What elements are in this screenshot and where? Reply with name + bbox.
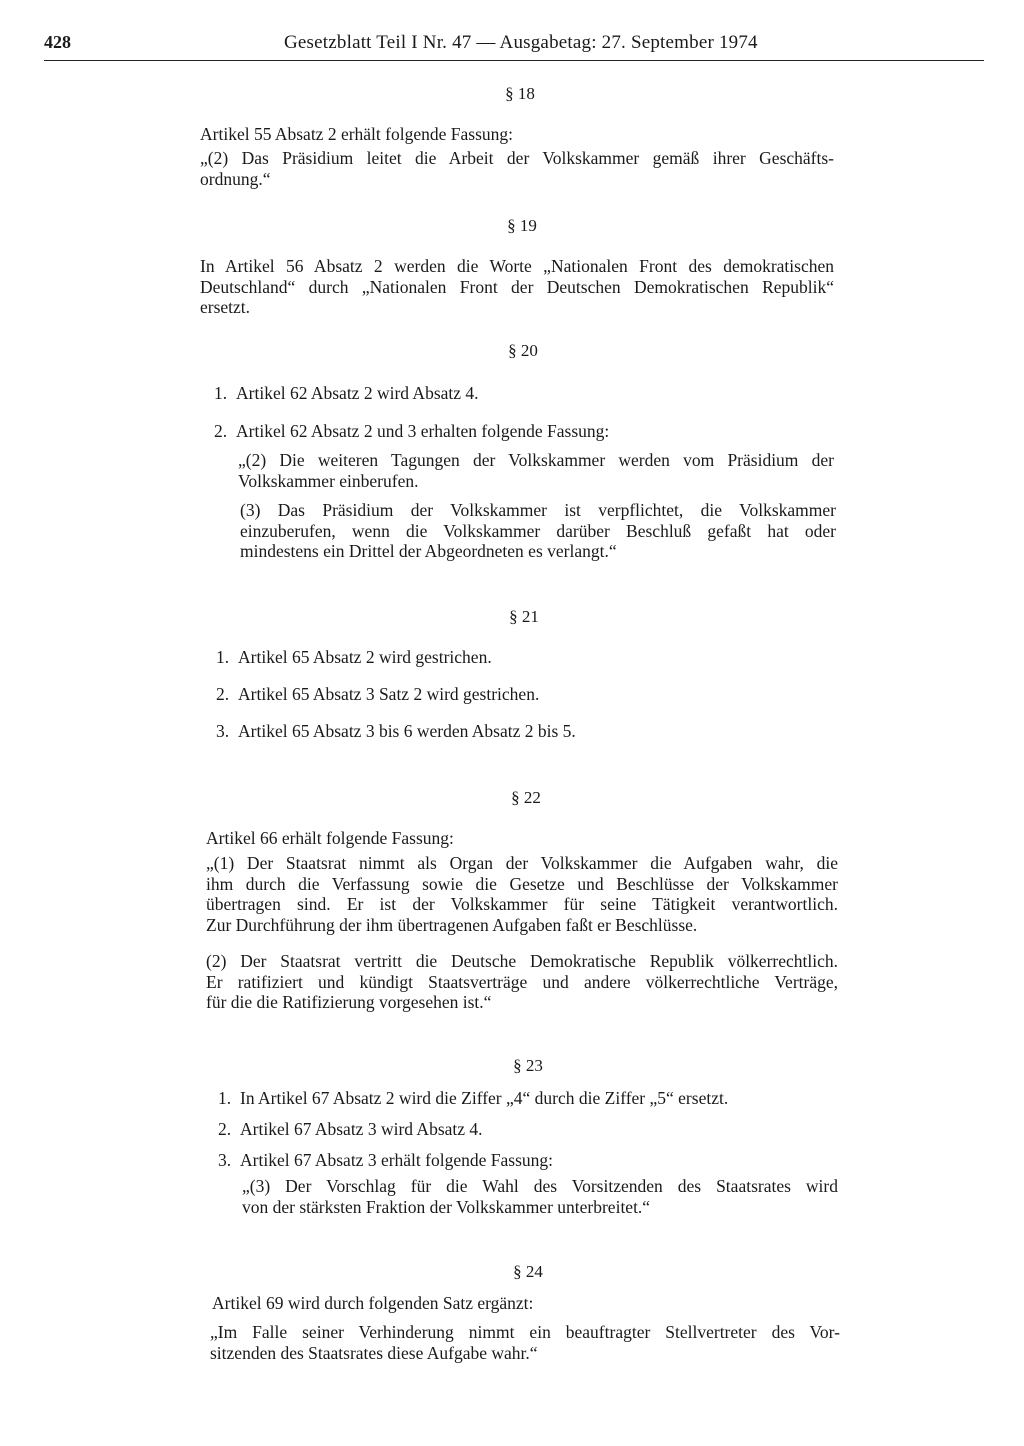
s18-intro: Artikel 55 Absatz 2 erhält folgende Fassung: — [200, 124, 513, 144]
s22-line: für die die Ratifizierung vorgesehen ist.“ — [206, 992, 492, 1012]
s20-item-2 — [214, 421, 609, 442]
s18-quote-line: „(2) Das Präsidium leitet die Arbeit der Volkskammer gemäß ihrer Geschäfts- — [200, 148, 834, 168]
s18-quote — [200, 148, 834, 189]
section-heading-23: § 23 — [513, 1056, 543, 1075]
s20-quote-3 — [240, 500, 836, 562]
item-text: In Artikel 67 Absatz 2 wird die Ziffer „4“ durch die Ziffer „5“ ersetzt. — [240, 1088, 729, 1108]
s22-paragraph-1 — [206, 853, 838, 935]
s22-line: ihm durch die Verfassung sowie die Gesetze und Beschlüsse der Volkskammer — [206, 873, 838, 894]
s22-paragraph-2 — [206, 951, 838, 1013]
s20-item-1 — [214, 383, 479, 404]
s21-item-2 — [216, 684, 539, 705]
item-number: 3. — [218, 1150, 232, 1170]
section-heading-19: § 19 — [507, 216, 537, 235]
page-number: 428 — [44, 32, 71, 52]
s20-quote-line: Volkskammer einberufen. — [238, 470, 419, 491]
s23-item-3 — [218, 1150, 553, 1171]
s22-line: „(1) Der Staatsrat nimmt als Organ der Volkskammer die Aufgaben wahr, die — [206, 853, 838, 873]
item-text: Artikel 65 Absatz 2 wird gestrichen. — [238, 647, 492, 667]
item-text: Artikel 62 Absatz 2 wird Absatz 4. — [236, 383, 479, 403]
s18-quote-line: ordnung.“ — [200, 168, 271, 189]
s24-quote-line: „Im Falle seiner Verhinderung nimmt ein beauftragter Stellvertreter des Vor- — [210, 1322, 840, 1342]
item-number: 2. — [218, 1119, 232, 1139]
s20-quote-line: „(2) Die weiteren Tagungen der Volkskammer werden vom Präsidium der — [238, 450, 834, 470]
item-number: 1. — [218, 1088, 232, 1108]
section-heading-18: § 18 — [505, 84, 535, 103]
item-number: 3. — [216, 721, 230, 741]
item-text: Artikel 67 Absatz 3 erhält folgende Fassung: — [240, 1150, 553, 1170]
item-number: 1. — [214, 383, 228, 403]
s23-item-2 — [218, 1119, 483, 1140]
s20-quote-line: (3) Das Präsidium der Volkskammer ist verpflichtet, die Volkskammer — [240, 500, 836, 520]
item-number: 2. — [214, 421, 228, 441]
s20-quote-2 — [238, 450, 834, 491]
item-text: Artikel 62 Absatz 2 und 3 erhalten folgende Fassung: — [236, 421, 610, 441]
s19-line: In Artikel 56 Absatz 2 werden die Worte „Nationalen Front des demokratischen — [200, 256, 834, 276]
section-heading-20: § 20 — [508, 341, 538, 360]
s24-quote-line: sitzenden des Staatsrates diese Aufgabe wahr.“ — [210, 1342, 538, 1363]
item-text: Artikel 65 Absatz 3 Satz 2 wird gestrichen. — [238, 684, 540, 704]
s23-quote-line: „(3) Der Vorschlag für die Wahl des Vorsitzenden des Staatsrates wird — [242, 1176, 838, 1196]
item-text: Artikel 65 Absatz 3 bis 6 werden Absatz 2 bis 5. — [238, 721, 576, 741]
s21-item-1 — [216, 647, 492, 668]
header-title: Gesetzblatt Teil I Nr. 47 — Ausgabetag: 27. September 1974 — [284, 32, 758, 53]
item-number: 1. — [216, 647, 230, 667]
s22-intro: Artikel 66 erhält folgende Fassung: — [206, 828, 454, 848]
s19-line: ersetzt. — [200, 297, 251, 317]
s19-text — [200, 256, 834, 318]
s24-intro: Artikel 69 wird durch folgenden Satz ergänzt: — [212, 1293, 534, 1313]
section-heading-22: § 22 — [511, 788, 541, 807]
s21-item-3 — [216, 721, 576, 742]
page-header — [44, 28, 984, 61]
s22-line: übertragen sind. Er ist der Volkskammer für seine Tätigkeit verantwortlich. — [206, 894, 838, 914]
s23-quote-line: von der stärksten Fraktion der Volkskammer unterbreitet.“ — [242, 1196, 651, 1217]
s24-quote — [210, 1322, 840, 1363]
s20-quote-line: einzuberufen, wenn die Volkskammer darüber Beschluß gefaßt hat oder — [240, 520, 836, 541]
s22-line: Er ratifiziert und kündigt Staatsverträge und andere völkerrechtliche Verträge, — [206, 971, 838, 992]
item-text: Artikel 67 Absatz 3 wird Absatz 4. — [240, 1119, 483, 1139]
s23-item-1 — [218, 1088, 728, 1109]
section-heading-24: § 24 — [513, 1262, 543, 1281]
section-heading-21: § 21 — [509, 607, 539, 626]
s22-line: Zur Durchführung der ihm übertragenen Aufgaben faßt er Beschlüsse. — [206, 914, 698, 935]
s19-line: Deutschland“ durch „Nationalen Front der Deutschen Demokratischen Republik“ — [200, 276, 834, 297]
s22-line: (2) Der Staatsrat vertritt die Deutsche Demokratische Republik völkerrechtlich. — [206, 951, 838, 971]
item-number: 2. — [216, 684, 230, 704]
s20-quote-line: mindestens ein Drittel der Abgeordneten es verlangt.“ — [240, 541, 617, 561]
s23-quote — [242, 1176, 838, 1217]
